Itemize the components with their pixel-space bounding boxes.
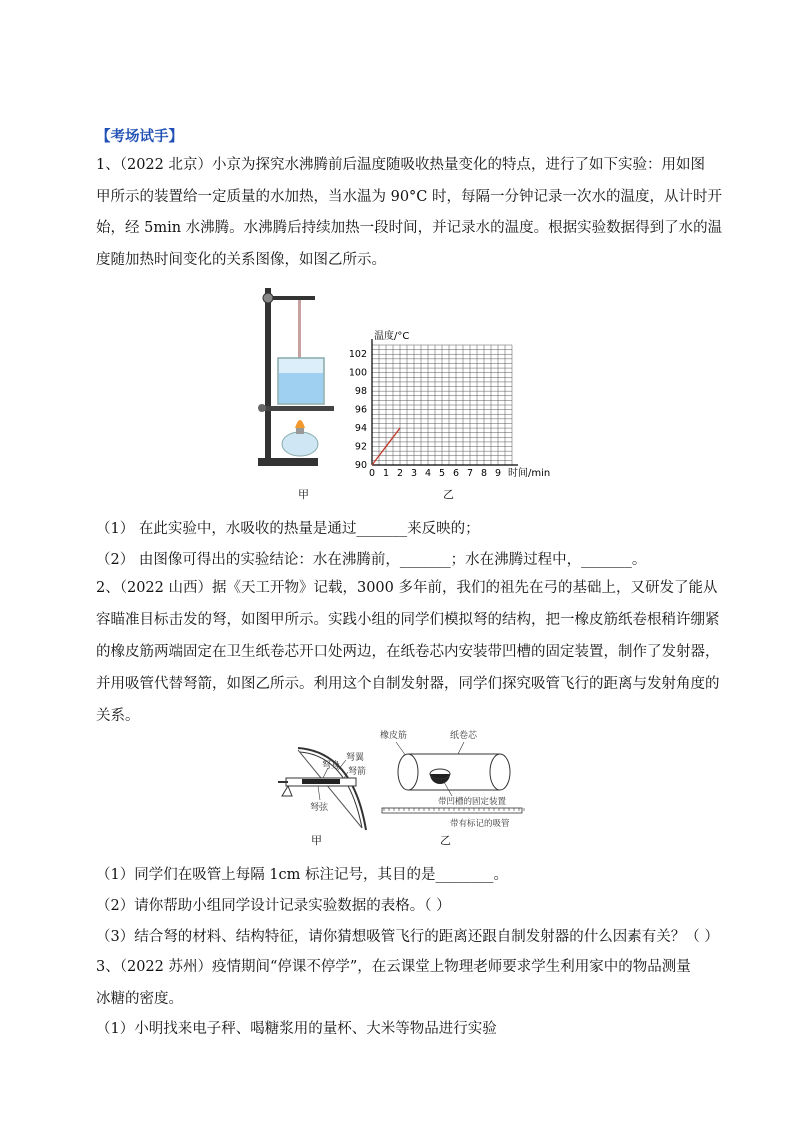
- figure-jia-caption-2: 甲: [311, 834, 322, 847]
- q1-line-4: 度随加热时间变化的关系图像，如图乙所示。: [96, 252, 386, 268]
- x-tick-label: 9: [495, 468, 502, 479]
- x-tick-label: 0: [369, 468, 376, 479]
- launcher-figure: [378, 724, 538, 832]
- q2-sub-2: （2）请你帮助小组同学设计记录实验数据的表格。（ ）: [96, 898, 451, 914]
- crossbow-label-arrow: 弩箭: [348, 767, 367, 777]
- heating-apparatus-figure: [250, 278, 350, 498]
- crossbow-figure: [278, 742, 388, 832]
- figure-yi-caption-1: 乙: [443, 488, 454, 501]
- q2-sub-3: （3）结合弩的材料、结构特征，请你猜想吸管飞行的距离还跟自制发射器的什么因素有关？（ ）: [96, 929, 719, 945]
- q2-line-2: 容瞄准目标击发的弩，如图甲所示。实践小组的同学们模拟弩的结构，把一橡皮筋纸卷根稍许绷紧: [96, 612, 720, 628]
- temperature-chart: [340, 330, 560, 480]
- q2-line-1: 2、（2022 山西）据《天工开物》记载，3000 多年前，我们的祖先在弓的基础上，又研发了能从: [96, 580, 718, 596]
- q2-line-5: 关系。: [96, 708, 140, 724]
- q1-sub-1: （1） 在此实验中，水吸收的热量是通过_______来反映的；: [96, 521, 480, 537]
- q1-line-2: 甲所示的装置给一定质量的水加热，当水温为 90°C 时，每隔一分钟记录一次水的温度，从计时开: [96, 189, 723, 205]
- launcher-illustration: [378, 724, 538, 832]
- q1-line-1: 1、（2022 北京）小京为探究水沸腾前后温度随吸收热量变化的特点，进行了如下实验：用如图: [96, 157, 705, 173]
- figure-jia-caption-1: 甲: [298, 488, 309, 501]
- x-tick-label: 1: [383, 468, 390, 479]
- q2-line-3: 的橡皮筋两端固定在卫生纸卷芯开口处两边，在纸卷芯内安装带凹槽的固定装置，制作了发射器，: [96, 644, 720, 660]
- q1-line-3: 始，经 5min 水沸腾。水沸腾后持续加热一段时间，并记录水的温度。根据实验数据得到了水的温: [96, 220, 723, 236]
- x-tick-label: 6: [453, 468, 460, 479]
- launcher-label-marked-straw: 带有标记的吸管: [450, 819, 510, 829]
- x-tick-label: 4: [425, 468, 432, 479]
- x-tick-label: 8: [481, 468, 488, 479]
- launcher-label-groove-device: 带凹槽的固定装置: [438, 797, 507, 807]
- y-tick-label: 94: [354, 423, 367, 435]
- q3-sub-1: （1）小明找来电子秤、喝糖浆用的量杯、大米等物品进行实验: [96, 1021, 497, 1037]
- heating-apparatus-illustration: [250, 278, 350, 498]
- y-axis-label: 温度/°C: [374, 331, 410, 342]
- figure-yi-caption-2: 乙: [440, 834, 451, 847]
- y-tick-label: 96: [354, 404, 367, 416]
- y-tick-label: 102: [348, 349, 367, 361]
- q1-sub-2: （2） 由图像可得出的实验结论：水在沸腾前，_______；水在沸腾过程中，_______。: [96, 552, 647, 568]
- q2-line-4: 并用吸管代替弩箭，如图乙所示。利用这个自制发射器，同学们探究吸管飞行的距离与发射角度的: [96, 676, 720, 692]
- x-tick-label: 7: [467, 468, 474, 479]
- x-tick-label: 3: [411, 468, 418, 479]
- crossbow-label-wing: 弩翼: [346, 753, 365, 763]
- q3-line-2: 冰糖的密度。: [96, 991, 183, 1007]
- x-tick-label: 5: [439, 468, 446, 479]
- y-tick-label: 100: [348, 367, 367, 379]
- y-tick-label: 90: [354, 460, 367, 471]
- launcher-label-paper-core: 纸卷芯: [450, 731, 478, 741]
- launcher-label-rubber-band: 橡皮筋: [380, 731, 408, 741]
- y-tick-label: 98: [354, 386, 367, 398]
- crossbow-label-string: 弩弦: [310, 803, 329, 813]
- q3-line-1: 3、（2022 苏州）疫情期间“停课不停学”，在云课堂上物理老师要求学生利用家中的物品测量: [96, 959, 691, 975]
- x-tick-label: 2: [397, 468, 404, 479]
- y-tick-label: 92: [354, 441, 367, 453]
- crossbow-label-body: 弩身: [322, 761, 341, 771]
- temperature-chart-svg: [340, 330, 560, 480]
- q2-sub-1: （1）同学们在吸管上每隔 1cm 标注记号，其目的是________。: [96, 867, 509, 883]
- section-header: 【考场试手】: [96, 129, 183, 145]
- crossbow-illustration: [278, 742, 388, 832]
- x-axis-label: 时间/min: [508, 468, 551, 479]
